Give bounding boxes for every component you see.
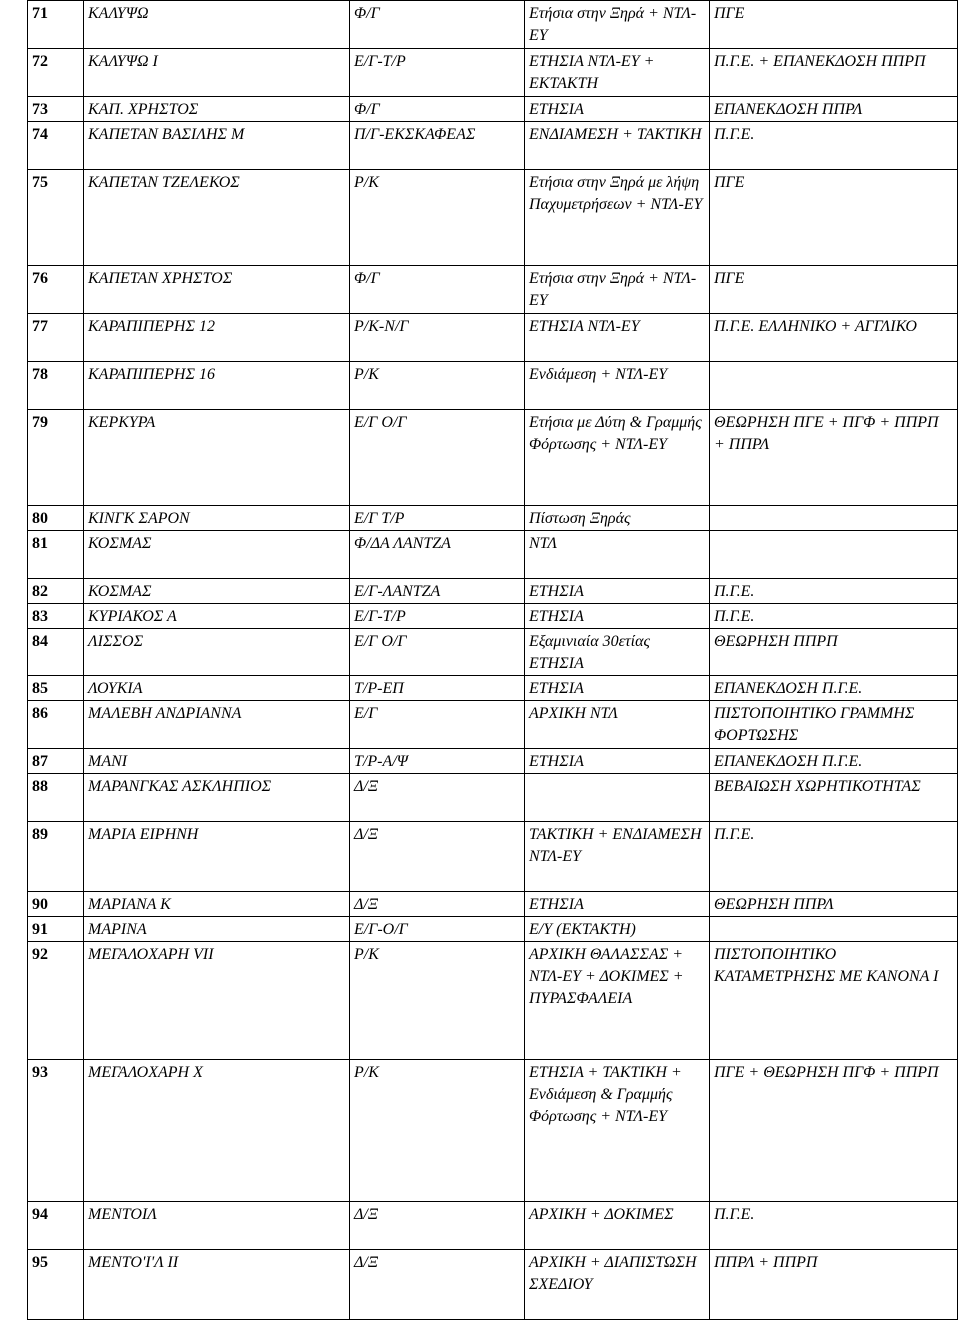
certificate-cell: Π.Γ.Ε. ΕΛΛΗΝΙΚΟ + ΑΓΓΛΙΚΟ — [710, 314, 958, 362]
vessel-name-cell: ΚΑΛΥΨΩ — [84, 1, 350, 49]
vessel-type-cell: Ε/Γ-Ο/Γ — [350, 917, 525, 942]
vessel-type-cell: Ε/Γ Ο/Γ — [350, 410, 525, 506]
inspection-type-cell: ΑΡΧΙΚΗ + ΔΙΑΠΙΣΤΩΣΗ ΣΧΕΔΙΟΥ — [525, 1250, 710, 1320]
vessel-name-cell: ΚΑΠΕΤΑΝ ΒΑΣΙΛΗΣ Μ — [84, 122, 350, 170]
inspection-type-cell: ΕΝΔΙΑΜΕΣΗ + ΤΑΚΤΙΚΗ — [525, 122, 710, 170]
row-number-cell: 79 — [28, 410, 84, 506]
table-row — [28, 531, 958, 579]
table-row — [28, 506, 958, 531]
certificate-cell: Π.Γ.Ε. — [710, 122, 958, 170]
vessel-type-cell: Ε/Γ Ο/Γ — [350, 629, 525, 676]
vessel-type-cell: Φ/Γ — [350, 266, 525, 314]
table-row — [28, 1060, 958, 1202]
row-number-cell: 94 — [28, 1202, 84, 1250]
certificate-cell: Π.Γ.Ε. + ΕΠΑΝΕΚΔΟΣΗ ΠΠΡΠ — [710, 49, 958, 97]
vessel-name-cell: ΚΑΠΕΤΑΝ ΤΖΕΛΕΚΟΣ — [84, 170, 350, 266]
table-row — [28, 676, 958, 701]
vessel-type-cell: Π/Γ-ΕΚΣΚΑΦΕΑΣ — [350, 122, 525, 170]
table-row — [28, 1, 958, 49]
row-number-cell: 73 — [28, 97, 84, 122]
table-row — [28, 410, 958, 506]
vessel-name-cell: ΜΑΡΙΝΑ — [84, 917, 350, 942]
row-number-cell: 74 — [28, 122, 84, 170]
table-row — [28, 942, 958, 1060]
table-row — [28, 604, 958, 629]
inspection-type-cell: ΕΤΗΣΙΑ + ΤΑΚΤΙΚΗ + Ενδιάμεση & Γραμμής Φόρτωσης + ΝΤΛ-ΕΥ — [525, 1060, 710, 1202]
inspection-type-cell: ΕΤΗΣΙΑ — [525, 604, 710, 629]
certificate-cell: ΒΕΒΑΙΩΣΗ ΧΩΡΗΤΙΚΟΤΗΤΑΣ — [710, 774, 958, 822]
certificate-cell: ΕΠΑΝΕΚΔΟΣΗ Π.Γ.Ε. — [710, 749, 958, 774]
certificate-cell: ΠΓΕ — [710, 170, 958, 266]
inspection-type-cell: Πίστωση Ξηράς — [525, 506, 710, 531]
inspection-type-cell: ΑΡΧΙΚΗ ΘΑΛΑΣΣΑΣ + ΝΤΛ-ΕΥ + ΔΟΚΙΜΕΣ + ΠΥΡΑΣΦΑΛΕΙΑ — [525, 942, 710, 1060]
vessel-name-cell: ΜΕΓΑΛΟΧΑΡΗ VII — [84, 942, 350, 1060]
row-number-cell: 81 — [28, 531, 84, 579]
vessel-name-cell: ΚΑΡΑΠΙΠΕΡΗΣ 16 — [84, 362, 350, 410]
certificate-cell — [710, 506, 958, 531]
vessel-type-cell: Φ/Γ — [350, 1, 525, 49]
vessel-name-cell: ΚΟΣΜΑΣ — [84, 579, 350, 604]
row-number-cell: 72 — [28, 49, 84, 97]
vessel-type-cell: Τ/Ρ-Α/Ψ — [350, 749, 525, 774]
row-number-cell: 75 — [28, 170, 84, 266]
vessel-name-cell: ΜΕΓΑΛΟΧΑΡΗ Χ — [84, 1060, 350, 1202]
row-number-cell: 88 — [28, 774, 84, 822]
vessel-type-cell: Δ/Ξ — [350, 1202, 525, 1250]
inspection-type-cell: ΕΤΗΣΙΑ — [525, 97, 710, 122]
inspection-table — [27, 0, 958, 1320]
row-number-cell: 90 — [28, 892, 84, 917]
row-number-cell: 95 — [28, 1250, 84, 1320]
certificate-cell: Π.Γ.Ε. — [710, 822, 958, 892]
certificate-cell: ΠΙΣΤΟΠΟΙΗΤΙΚΟ ΚΑΤΑΜΕΤΡΗΣΗΣ ΜΕ ΚΑΝΟΝΑ Ι — [710, 942, 958, 1060]
row-number-cell: 83 — [28, 604, 84, 629]
vessel-name-cell: ΜΑΛΕΒΗ ΑΝΔΡΙΑΝΝΑ — [84, 701, 350, 749]
table-body — [28, 1, 958, 1320]
inspection-type-cell: Ετήσια στην Ξηρά + ΝΤΛ-ΕΥ — [525, 1, 710, 49]
table-row — [28, 122, 958, 170]
vessel-type-cell: Ε/Γ Τ/Ρ — [350, 506, 525, 531]
vessel-type-cell: Ρ/Κ-Ν/Γ — [350, 314, 525, 362]
row-number-cell: 87 — [28, 749, 84, 774]
vessel-name-cell: ΚΕΡΚΥΡΑ — [84, 410, 350, 506]
row-number-cell: 71 — [28, 1, 84, 49]
certificate-cell: Π.Γ.Ε. — [710, 604, 958, 629]
vessel-name-cell: ΜΑΝΙ — [84, 749, 350, 774]
row-number-cell: 77 — [28, 314, 84, 362]
row-number-cell: 78 — [28, 362, 84, 410]
vessel-name-cell: ΜΑΡΙΑΝΑ Κ — [84, 892, 350, 917]
row-number-cell: 82 — [28, 579, 84, 604]
certificate-cell: ΠΓΕ + ΘΕΩΡΗΣΗ ΠΓΦ + ΠΠΡΠ — [710, 1060, 958, 1202]
row-number-cell: 86 — [28, 701, 84, 749]
inspection-type-cell: ΕΤΗΣΙΑ — [525, 676, 710, 701]
table-row — [28, 749, 958, 774]
table-row — [28, 579, 958, 604]
certificate-cell — [710, 531, 958, 579]
vessel-type-cell: Ε/Γ — [350, 701, 525, 749]
vessel-name-cell: ΚΟΣΜΑΣ — [84, 531, 350, 579]
certificate-cell — [710, 917, 958, 942]
inspection-type-cell: Ενδιάμεση + ΝΤΛ-ΕΥ — [525, 362, 710, 410]
certificate-cell: ΘΕΩΡΗΣΗ ΠΠΡΛ — [710, 892, 958, 917]
vessel-name-cell: ΜΕΝΤΟ'Ι'Λ ΙΙ — [84, 1250, 350, 1320]
vessel-type-cell: Φ/ΔΑ ΛΑΝΤΖΑ — [350, 531, 525, 579]
vessel-type-cell: Δ/Ξ — [350, 774, 525, 822]
certificate-cell: ΕΠΑΝΕΚΔΟΣΗ Π.Γ.Ε. — [710, 676, 958, 701]
row-number-cell: 80 — [28, 506, 84, 531]
vessel-type-cell: Τ/Ρ-ΕΠ — [350, 676, 525, 701]
row-number-cell: 93 — [28, 1060, 84, 1202]
vessel-name-cell: ΛΙΣΣΟΣ — [84, 629, 350, 676]
table-row — [28, 1202, 958, 1250]
inspection-type-cell: ΕΤΗΣΙΑ ΝΤΛ-ΕΥ + ΕΚΤΑΚΤΗ — [525, 49, 710, 97]
vessel-name-cell: ΜΕΝΤΟΙΛ — [84, 1202, 350, 1250]
inspection-type-cell: Ε/Υ (ΕΚΤΑΚΤΗ) — [525, 917, 710, 942]
table-row — [28, 774, 958, 822]
vessel-type-cell: Ε/Γ-Τ/Ρ — [350, 49, 525, 97]
certificate-cell: Π.Γ.Ε. — [710, 1202, 958, 1250]
table-row — [28, 170, 958, 266]
certificate-cell: ΠΠΡΛ + ΠΠΡΠ — [710, 1250, 958, 1320]
certificate-cell: ΘΕΩΡΗΣΗ ΠΓΕ + ΠΓΦ + ΠΠΡΠ + ΠΠΡΛ — [710, 410, 958, 506]
vessel-type-cell: Ρ/Κ — [350, 170, 525, 266]
vessel-name-cell: ΚΑΛΥΨΩ Ι — [84, 49, 350, 97]
table-row — [28, 266, 958, 314]
vessel-name-cell: ΜΑΡΑΝΓΚΑΣ ΑΣΚΛΗΠΙΟΣ — [84, 774, 350, 822]
row-number-cell: 85 — [28, 676, 84, 701]
vessel-name-cell: ΛΟΥΚΙΑ — [84, 676, 350, 701]
table-row — [28, 97, 958, 122]
certificate-cell — [710, 362, 958, 410]
table-row — [28, 49, 958, 97]
table-row — [28, 629, 958, 676]
table-row — [28, 701, 958, 749]
row-number-cell: 76 — [28, 266, 84, 314]
vessel-type-cell: Δ/Ξ — [350, 822, 525, 892]
inspection-type-cell: Ετήσια με Δύτη & Γραμμής Φόρτωσης + ΝΤΛ-ΕΥ — [525, 410, 710, 506]
table-row — [28, 362, 958, 410]
row-number-cell: 92 — [28, 942, 84, 1060]
inspection-type-cell: Ετήσια στην Ξηρά με λήψη Παχυμετρήσεων + ΝΤΛ-ΕΥ — [525, 170, 710, 266]
table-row — [28, 917, 958, 942]
certificate-cell: ΠΓΕ — [710, 266, 958, 314]
vessel-type-cell: Ε/Γ-Τ/Ρ — [350, 604, 525, 629]
inspection-type-cell: Ετήσια στην Ξηρά + ΝΤΛ-ΕΥ — [525, 266, 710, 314]
vessel-name-cell: ΜΑΡΙΑ ΕΙΡΗΝΗ — [84, 822, 350, 892]
row-number-cell: 89 — [28, 822, 84, 892]
certificate-cell: ΠΙΣΤΟΠΟΙΗΤΙΚΟ ΓΡΑΜΜΗΣ ΦΟΡΤΩΣΗΣ — [710, 701, 958, 749]
inspection-type-cell: ΕΤΗΣΙΑ — [525, 579, 710, 604]
vessel-name-cell: ΚΥΡΙΑΚΟΣ Α — [84, 604, 350, 629]
table-row — [28, 822, 958, 892]
inspection-type-cell: ΑΡΧΙΚΗ ΝΤΛ — [525, 701, 710, 749]
certificate-cell: Π.Γ.Ε. — [710, 579, 958, 604]
vessel-type-cell: Ρ/Κ — [350, 942, 525, 1060]
vessel-type-cell: Ρ/Κ — [350, 1060, 525, 1202]
certificate-cell: ΘΕΩΡΗΣΗ ΠΠΡΠ — [710, 629, 958, 676]
certificate-cell: ΠΓΕ — [710, 1, 958, 49]
inspection-type-cell: ΕΤΗΣΙΑ ΝΤΛ-ΕΥ — [525, 314, 710, 362]
vessel-name-cell: ΚΑΠΕΤΑΝ ΧΡΗΣΤΟΣ — [84, 266, 350, 314]
table-row — [28, 314, 958, 362]
table-row — [28, 892, 958, 917]
row-number-cell: 84 — [28, 629, 84, 676]
vessel-name-cell: ΚΑΠ. ΧΡΗΣΤΟΣ — [84, 97, 350, 122]
vessel-type-cell: Δ/Ξ — [350, 892, 525, 917]
inspection-type-cell: ΕΤΗΣΙΑ — [525, 749, 710, 774]
vessel-type-cell: Δ/Ξ — [350, 1250, 525, 1320]
inspection-type-cell: ΝΤΛ — [525, 531, 710, 579]
inspection-type-cell — [525, 774, 710, 822]
inspection-type-cell: Εξαμινιαία 30ετίας ΕΤΗΣΙΑ — [525, 629, 710, 676]
certificate-cell: ΕΠΑΝΕΚΔΟΣΗ ΠΠΡΛ — [710, 97, 958, 122]
vessel-type-cell: Ε/Γ-ΛΑΝΤΖΑ — [350, 579, 525, 604]
vessel-name-cell: ΚΑΡΑΠΙΠΕΡΗΣ 12 — [84, 314, 350, 362]
vessel-type-cell: Ρ/Κ — [350, 362, 525, 410]
vessel-type-cell: Φ/Γ — [350, 97, 525, 122]
inspection-type-cell: ΑΡΧΙΚΗ + ΔΟΚΙΜΕΣ — [525, 1202, 710, 1250]
table-row — [28, 1250, 958, 1320]
inspection-type-cell: ΤΑΚΤΙΚΗ + ΕΝΔΙΑΜΕΣΗ ΝΤΛ-ΕΥ — [525, 822, 710, 892]
inspection-type-cell: ΕΤΗΣΙΑ — [525, 892, 710, 917]
row-number-cell: 91 — [28, 917, 84, 942]
vessel-name-cell: ΚΙΝΓΚ ΣΑΡΟΝ — [84, 506, 350, 531]
